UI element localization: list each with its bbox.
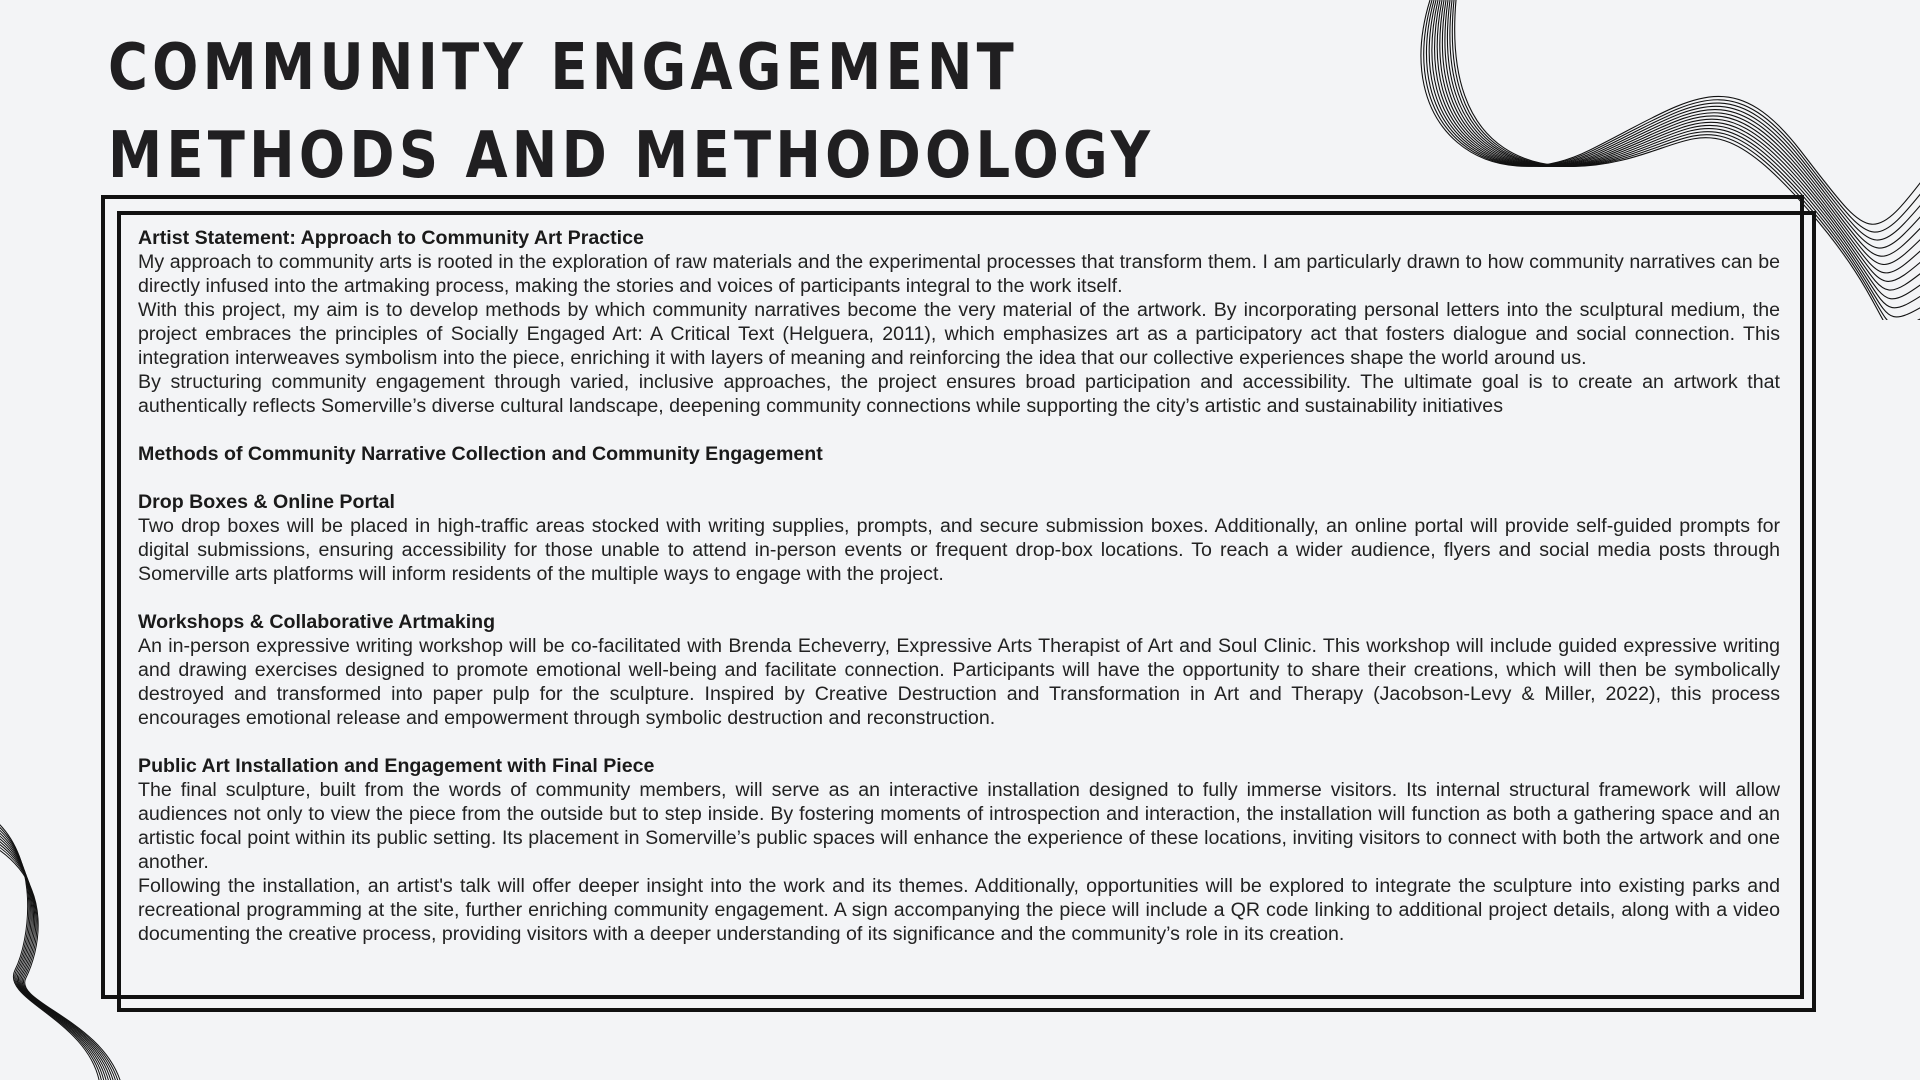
- public-art-paragraph-1: The final sculpture, built from the words of community members, will serve as an interactive installation designed to fully immerse visitors. Its internal structural framework will allow audiences not only to view the piece from the outside but to step inside. By fostering moments of introspection and interaction, the installation will function as both a gathering space and an artistic focal point within its public setting. Its placement in Somerville’s public spaces will enhance the experience of these locations, inviting visitors to connect with both the artwork and one another.: [138, 779, 1780, 873]
- methods-heading: Methods of Community Narrative Collection and Community Engagement: [138, 443, 823, 465]
- workshops-paragraph: An in-person expressive writing workshop will be co-facilitated with Brenda Echeverry, Expressive Arts Therapist of Art and Soul Clinic. This workshop will include guided expressive writing and drawing exercises designed to promote emotional well-being and facilitate connection. Participants will have the opportunity to share their creations, which will then be symbolically destroyed and transformed into paper pulp for the sculpture. Inspired by Creative Destruction and Transformation in Art and Therapy (Jacobson-Levy & Miller, 2022), this process encourages emotional release and empowerment through symbolic destruction and reconstruction.: [138, 635, 1780, 729]
- wave-line: [0, 841, 117, 1080]
- wave-line: [0, 823, 102, 1080]
- wave-line: [0, 826, 105, 1080]
- page-title: [108, 24, 1154, 200]
- artist-statement-paragraph-3: By structuring community engagement through varied, inclusive approaches, the project ensures broad participation and accessibility. The ultimate goal is to create an artwork that authentically reflects Somerville’s diverse cultural landscape, deepening community connections while supporting the city’s artistic and sustainability initiatives: [138, 371, 1780, 417]
- public-art-paragraph-2: Following the installation, an artist's talk will offer deeper insight into the work and its themes. Additionally, opportunities will be explored to integrate the sculpture into existing parks and recreational programming at the site, further enriching community engagement. A sign accompanying the piece will include a QR code linking to additional project details, along with a video documenting the creative process, providing visitors with a deeper understanding of its significance and the community’s role in its creation.: [138, 875, 1780, 945]
- page-title-line-2: METHODS AND METHODOLOGY: [108, 119, 1155, 193]
- public-art-heading: Public Art Installation and Engagement with Final Piece: [138, 755, 655, 777]
- spacer: [138, 466, 1780, 490]
- wave-line: [0, 832, 110, 1080]
- artist-statement-paragraph-1: My approach to community arts is rooted in the exploration of raw materials and the experimental processes that transform them. I am particularly drawn to how community narratives can be directly infused into the artmaking process, making the stories and voices of participants integral to the work itself.: [138, 251, 1780, 297]
- wave-line: [0, 835, 112, 1080]
- spacer: [138, 730, 1780, 754]
- wave-line: [0, 820, 100, 1080]
- wave-line: [0, 838, 114, 1080]
- spacer: [138, 586, 1780, 610]
- spacer: [138, 418, 1780, 442]
- wave-line: [1421, 0, 1920, 224]
- page-title-line-1: COMMUNITY ENGAGEMENT: [108, 31, 1019, 105]
- drop-boxes-paragraph: Two drop boxes will be placed in high-traffic areas stocked with writing supplies, prompts, and secure submission boxes. Additionally, an online portal will provide self-guided prompts for digital submissions, ensuring accessibility for those unable to attend in-person events or frequent drop-box locations. To reach a wider audience, flyers and social media posts through Somerville arts platforms will inform residents of the multiple ways to engage with the project.: [138, 515, 1780, 585]
- wave-line: [0, 829, 107, 1080]
- content-body: [138, 226, 1780, 946]
- drop-boxes-heading: Drop Boxes & Online Portal: [138, 491, 395, 513]
- artist-statement-paragraph-2: With this project, my aim is to develop methods by which community narratives become the very material of the artwork. By incorporating personal letters into the sculptural medium, the project embraces the principles of Socially Engaged Art: A Critical Text (Helguera, 2011), which emphasizes art as a participatory act that fosters dialogue and social connection. This integration interweaves symbolism into the piece, enriching it with layers of meaning and reinforcing the idea that our collective experiences shape the world around us.: [138, 299, 1780, 369]
- artist-statement-heading: Artist Statement: Approach to Community Art Practice: [138, 227, 644, 249]
- workshops-heading: Workshops & Collaborative Artmaking: [138, 611, 496, 633]
